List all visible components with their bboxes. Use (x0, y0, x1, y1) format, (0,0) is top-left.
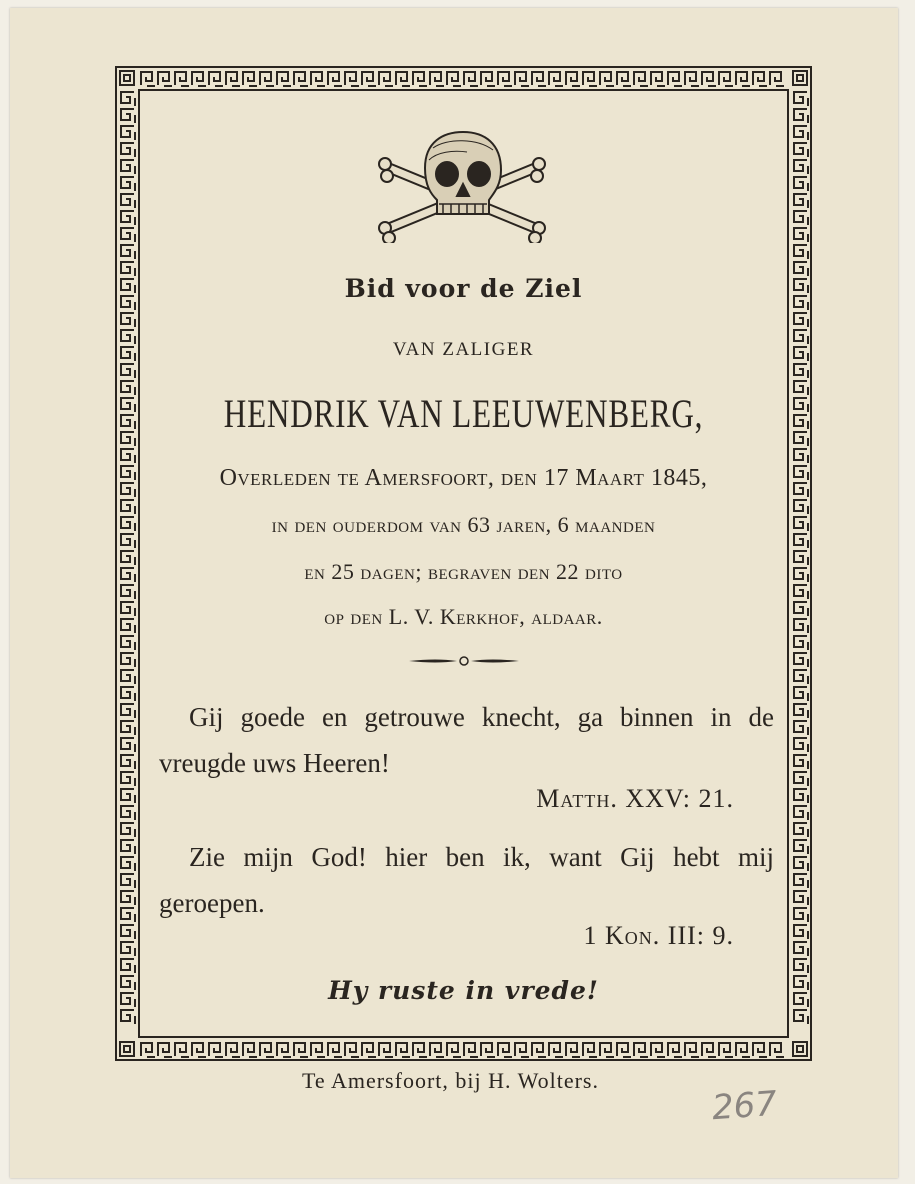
ornament-divider (407, 655, 521, 667)
bible-verse: Zie mijn God! hier ben ik, want Gij hebt mij geroepen. (159, 842, 774, 918)
subheading: VAN ZALIGER (392, 339, 535, 360)
verse-reference: Matth. XXV: 21. (536, 784, 734, 813)
deceased-name: HENDRIK VAN LEEUWENBERG, (223, 391, 704, 436)
closing-prayer: Hy ruste in vrede! (328, 976, 599, 1005)
detail-line: en 25 dagen; begraven den 22 dito (304, 559, 623, 584)
detail-line: op den L. V. Kerkhof, aldaar. (324, 604, 603, 629)
card-content (145, 96, 782, 1031)
detail-line: Overleden te Amersfoort, den 17 Maart 1845, (219, 465, 708, 491)
detail-line: in den ouderdom van 63 jaren, 6 maanden (271, 512, 656, 537)
heading: Bid voor de Ziel (344, 274, 583, 303)
printer-imprint: Te Amersfoort, bij H. Wolters. (302, 1068, 599, 1093)
inventory-number: 267 (710, 1083, 779, 1129)
verse-reference: 1 Kon. III: 9. (583, 921, 734, 950)
skull-crossbones-icon (377, 128, 547, 243)
bible-verse: Gij goede en getrouwe knecht, ga binnen in de vreugde uws Heeren! (159, 702, 774, 778)
